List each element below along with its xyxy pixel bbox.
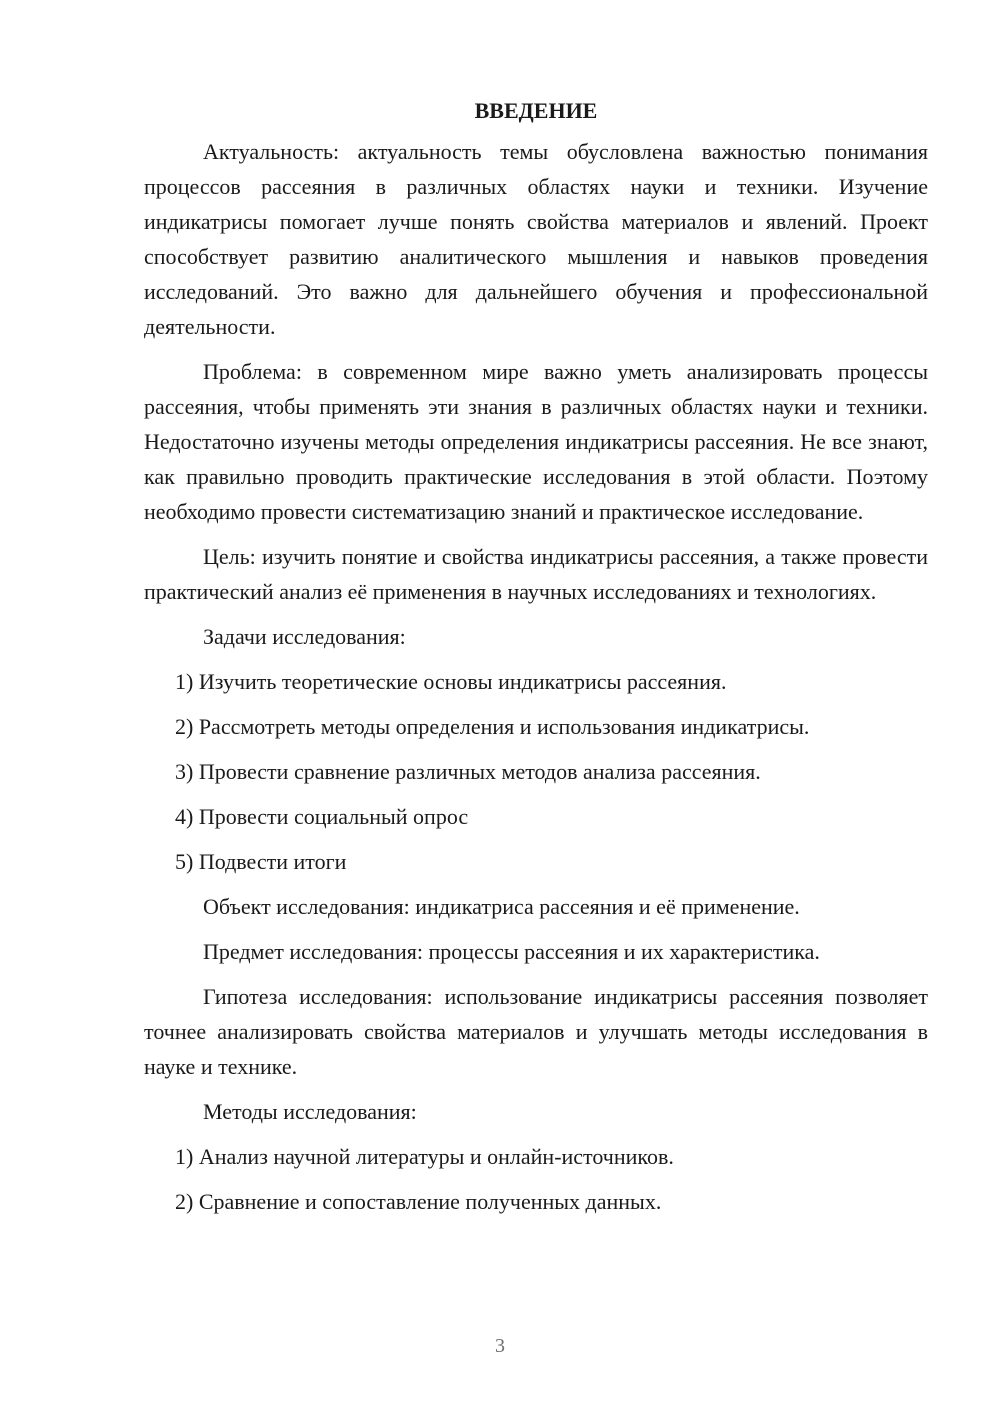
method-item: 2) Сравнение и сопоставление полученных данных. bbox=[175, 1189, 662, 1214]
hypothesis-paragraph: Гипотеза исследования: использование индикатрисы рассеяния позволяет точнее анализировать свойства материалов и улучшать методы исследования в науке и технике. bbox=[144, 984, 928, 1079]
subject-line: Предмет исследования: процессы рассеяния и их характеристика. bbox=[203, 939, 820, 964]
task-item: 3) Провести сравнение различных методов анализа рассеяния. bbox=[175, 759, 761, 784]
method-item: 1) Анализ научной литературы и онлайн-источников. bbox=[175, 1144, 674, 1169]
object-line: Объект исследования: индикатриса рассеяния и её применение. bbox=[203, 894, 800, 919]
tasks-heading: Задачи исследования: bbox=[203, 624, 406, 649]
task-item: 5) Подвести итоги bbox=[175, 849, 347, 874]
task-item: 4) Провести социальный опрос bbox=[175, 804, 469, 829]
problem-paragraph: Проблема: в современном мире важно уметь анализировать процессы рассеяния, чтобы применять эти знания в различных областях науки и техники. Недостаточно изучены методы определения индикатрисы рассеяния. Не все знают, как правильно проводить практические исследования в этой области. Поэтому необходимо провести систематизацию знаний и практическое исследование. bbox=[144, 359, 928, 524]
page-number: 3 bbox=[495, 1335, 505, 1357]
goal-paragraph: Цель: изучить понятие и свойства индикатрисы рассеяния, а также провести практический анализ её применения в научных исследованиях и технологиях. bbox=[144, 544, 928, 604]
page-content bbox=[144, 96, 928, 1229]
relevance-paragraph: Актуальность: актуальность темы обусловлена важностью понимания процессов рассеяния в различных областях науки и техники. Изучение индикатрисы помогает лучше понять свойства материалов и явлений. Проект способствует развитию аналитического мышления и навыков проведения исследований. Это важно для дальнейшего обучения и профессиональной деятельности. bbox=[144, 139, 928, 339]
task-item: 1) Изучить теоретические основы индикатрисы рассеяния. bbox=[175, 669, 727, 694]
task-item: 2) Рассмотреть методы определения и использования индикатрисы. bbox=[175, 714, 810, 739]
methods-heading: Методы исследования: bbox=[203, 1099, 417, 1124]
section-heading: ВВЕДЕНИЕ bbox=[474, 98, 598, 123]
